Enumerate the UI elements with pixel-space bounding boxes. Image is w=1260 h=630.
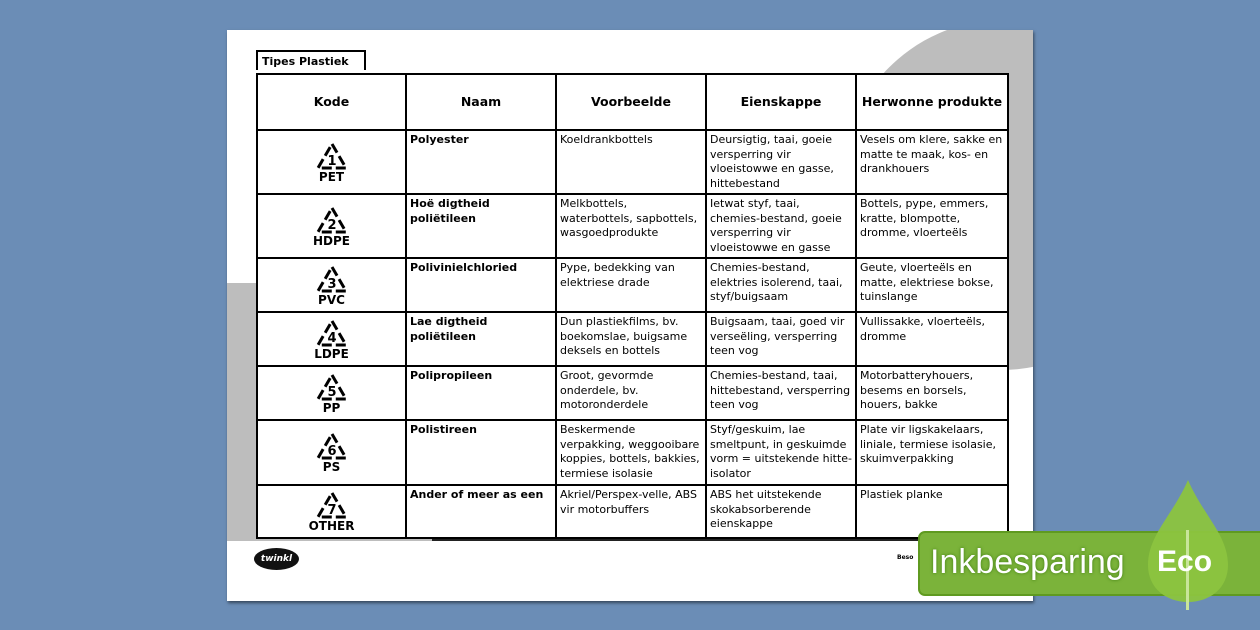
examples: Melkbottels, waterbottels, sapbottels, wasgoedprodukte [556,194,706,258]
table-row [257,485,1008,538]
recycled-products: Motorbatteryhouers, besems en borsels, houers, bakke [856,366,1008,420]
footer-text: Beso [897,554,914,561]
worksheet-title: Tipes Plastiek [256,50,366,70]
resin-code-cell [257,312,406,366]
table-row [257,130,1008,194]
table-row [257,194,1008,258]
resin-code-label: PS [322,460,341,474]
recycled-products: Geute, vloerteëls en matte, elektriese bokse, tuinslange [856,258,1008,312]
table-header-row [257,74,1008,130]
table-row [257,312,1008,366]
svg-text:6: 6 [326,444,337,459]
properties: Buigsaam, taai, goed vir verseëling, versperring teen vog [706,312,856,366]
decorative-strip [227,283,257,540]
plastic-name: Polipropileen [406,366,556,420]
column-header: Voorbeelde [556,74,706,130]
examples: Pype, bedekking van elektriese drade [556,258,706,312]
recycling-symbol-icon [315,373,349,403]
recycled-products: Plate vir ligskakelaars, liniale, termiese isolasie, skuimverpakking [856,420,1008,485]
svg-text:2: 2 [326,217,337,233]
plastic-name: Polistireen [406,420,556,485]
svg-text:4: 4 [326,330,337,346]
eco-badge-label: Inkbesparing [930,543,1125,581]
recycling-symbol-icon [315,142,349,172]
svg-text:3: 3 [326,276,337,292]
recycling-symbol-icon [315,432,349,462]
recycled-products: Plastiek planke [856,485,1008,538]
plastics-table [256,73,1009,539]
examples: Koeldrankbottels [556,130,706,194]
table-row [257,258,1008,312]
examples: Beskermende verpakking, weggooibare koppies, bottels, bakkies, termiese isolasie [556,420,706,485]
table-row [257,366,1008,420]
svg-text:1: 1 [326,153,337,169]
resin-code-label: HDPE [313,233,350,248]
examples: Groot, gevormde onderdele, bv. motoronderdele [556,366,706,420]
resin-code-cell [257,485,406,538]
recycling-symbol-icon [315,319,349,349]
resin-code-label: PET [318,169,345,184]
examples: Akriel/Perspex-velle, ABS vir motorbuffers [556,485,706,538]
properties: Styf/geskuim, lae smeltpunt, in geskuimde vorm = uitstekende hitte-isolator [706,420,856,485]
resin-code-cell [257,130,406,194]
resin-code-cell [257,420,406,485]
column-header: Herwonne produkte [856,74,1008,130]
resin-code-cell [257,366,406,420]
plastic-name: Polivinielchloried [406,258,556,312]
worksheet-page [227,30,1033,601]
resin-code-label: PP [322,400,341,415]
properties: Chemies-bestand, elektries isolerend, taai, styf/buigsaam [706,258,856,312]
resin-code-label: PVC [318,292,345,307]
plastic-name: Polyester [406,130,556,194]
recycling-symbol-icon [315,265,349,295]
column-header: Naam [406,74,556,130]
column-header: Kode [257,74,406,130]
properties: Deursigtig, taai, goeie versperring vir vloeistowwe en gasse, hittebestand [706,130,856,194]
resin-code-cell [257,258,406,312]
resin-code-label: LDPE [314,346,349,361]
twinkl-logo: twinkl [254,548,299,570]
column-header: Eienskappe [706,74,856,130]
examples: Dun plastiekfilms, bv. boekomslae, buigsame deksels en bottels [556,312,706,366]
properties: ABS het uitstekende skokabsorberende eienskappe [706,485,856,538]
properties: Chemies-bestand, taai, hittebestand, versperring teen vog [706,366,856,420]
table-row [257,420,1008,485]
svg-text:5: 5 [326,384,337,400]
recycling-symbol-icon [315,206,349,236]
plastic-name: Lae digtheid poliëtileen [406,312,556,366]
recycled-products: Vesels om klere, sakke en matte te maak, kos- en drankhouers [856,130,1008,194]
properties: Ietwat styf, taai, chemies-bestand, goeie versperring vir vloeistowwe en gasse [706,194,856,258]
plastic-name: Ander of meer as een [406,485,556,538]
resin-code-label: OTHER [308,519,355,533]
recycled-products: Vullissakke, vloerteëls, dromme [856,312,1008,366]
svg-text:7: 7 [326,503,337,518]
eco-badge-tag: Eco [1157,545,1213,578]
resin-code-cell [257,194,406,258]
recycled-products: Bottels, pype, emmers, kratte, blompotte, dromme, vloerteëls [856,194,1008,258]
recycling-symbol-icon [315,491,349,521]
plastic-name: Hoë digtheid poliëtileen [406,194,556,258]
